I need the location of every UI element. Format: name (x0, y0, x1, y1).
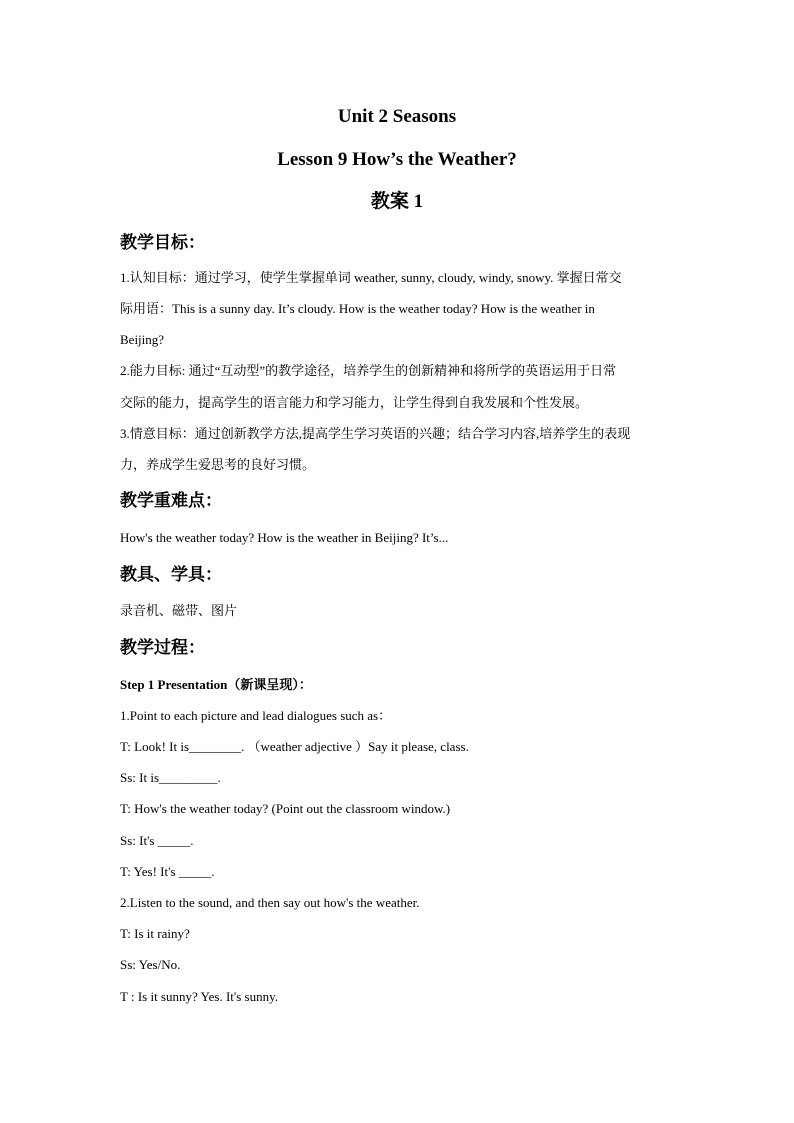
process-line: Ss: It's _____. (120, 833, 194, 848)
goals-heading: 教学目标： (120, 233, 205, 252)
lesson-plan-title: 教案 1 (370, 191, 424, 212)
process-line: T : Is it sunny? Yes. It's sunny. (120, 989, 278, 1004)
unit-title: Unit 2 Seasons (337, 106, 457, 127)
process-line: 2.Listen to the sound, and then say out how's the weather. (120, 895, 420, 910)
process-line: 1.Point to each picture and lead dialogues such as： (120, 708, 392, 723)
goals-line: 3.情意目标：通过创新教学方法,提高学生学习英语的兴趣；结合学习内容,培养学生的表现 (120, 426, 631, 441)
goals-line: Beijing? (120, 332, 165, 347)
step1-heading: Step 1 Presentation（新课呈现）： (120, 677, 312, 692)
goals-line: 交际的能力，提高学生的语言能力和学习能力，让学生得到自我发展和个性发展。 (120, 395, 589, 410)
key-points-line: How's the weather today? How is the weather in Beijing? It’s... (120, 530, 449, 545)
tools-heading: 教具、学具： (120, 565, 222, 584)
goals-line: 1.认知目标：通过学习，使学生掌握单词 weather, sunny, cloudy, windy, snowy. 掌握日常交 (120, 270, 622, 285)
key-points-heading: 教学重难点： (120, 491, 222, 510)
goals-line: 2.能力目标: 通过“互动型”的教学途径，培养学生的创新精神和将所学的英语运用于日常 (120, 363, 617, 378)
process-line: Ss: It is_________. (120, 770, 221, 785)
process-line: T: Yes! It's _____. (120, 864, 215, 879)
lesson-title: Lesson 9 How’s the Weather? (277, 149, 517, 170)
process-line: Ss: Yes/No. (120, 957, 181, 972)
process-line: T: Look! It is________. （weather adjective ）Say it please, class. (120, 739, 469, 754)
process-line: T: Is it rainy? (120, 926, 190, 941)
goals-line: 际用语：This is a sunny day. It’s cloudy. How is the weather today? How is the weather in (120, 301, 595, 316)
goals-line: 力，养成学生爱思考的良好习惯。 (120, 457, 316, 472)
process-line: T: How's the weather today? (Point out the classroom window.) (120, 801, 451, 816)
process-heading: 教学过程： (120, 638, 205, 657)
tools-line: 录音机、磁带、图片 (120, 603, 238, 618)
